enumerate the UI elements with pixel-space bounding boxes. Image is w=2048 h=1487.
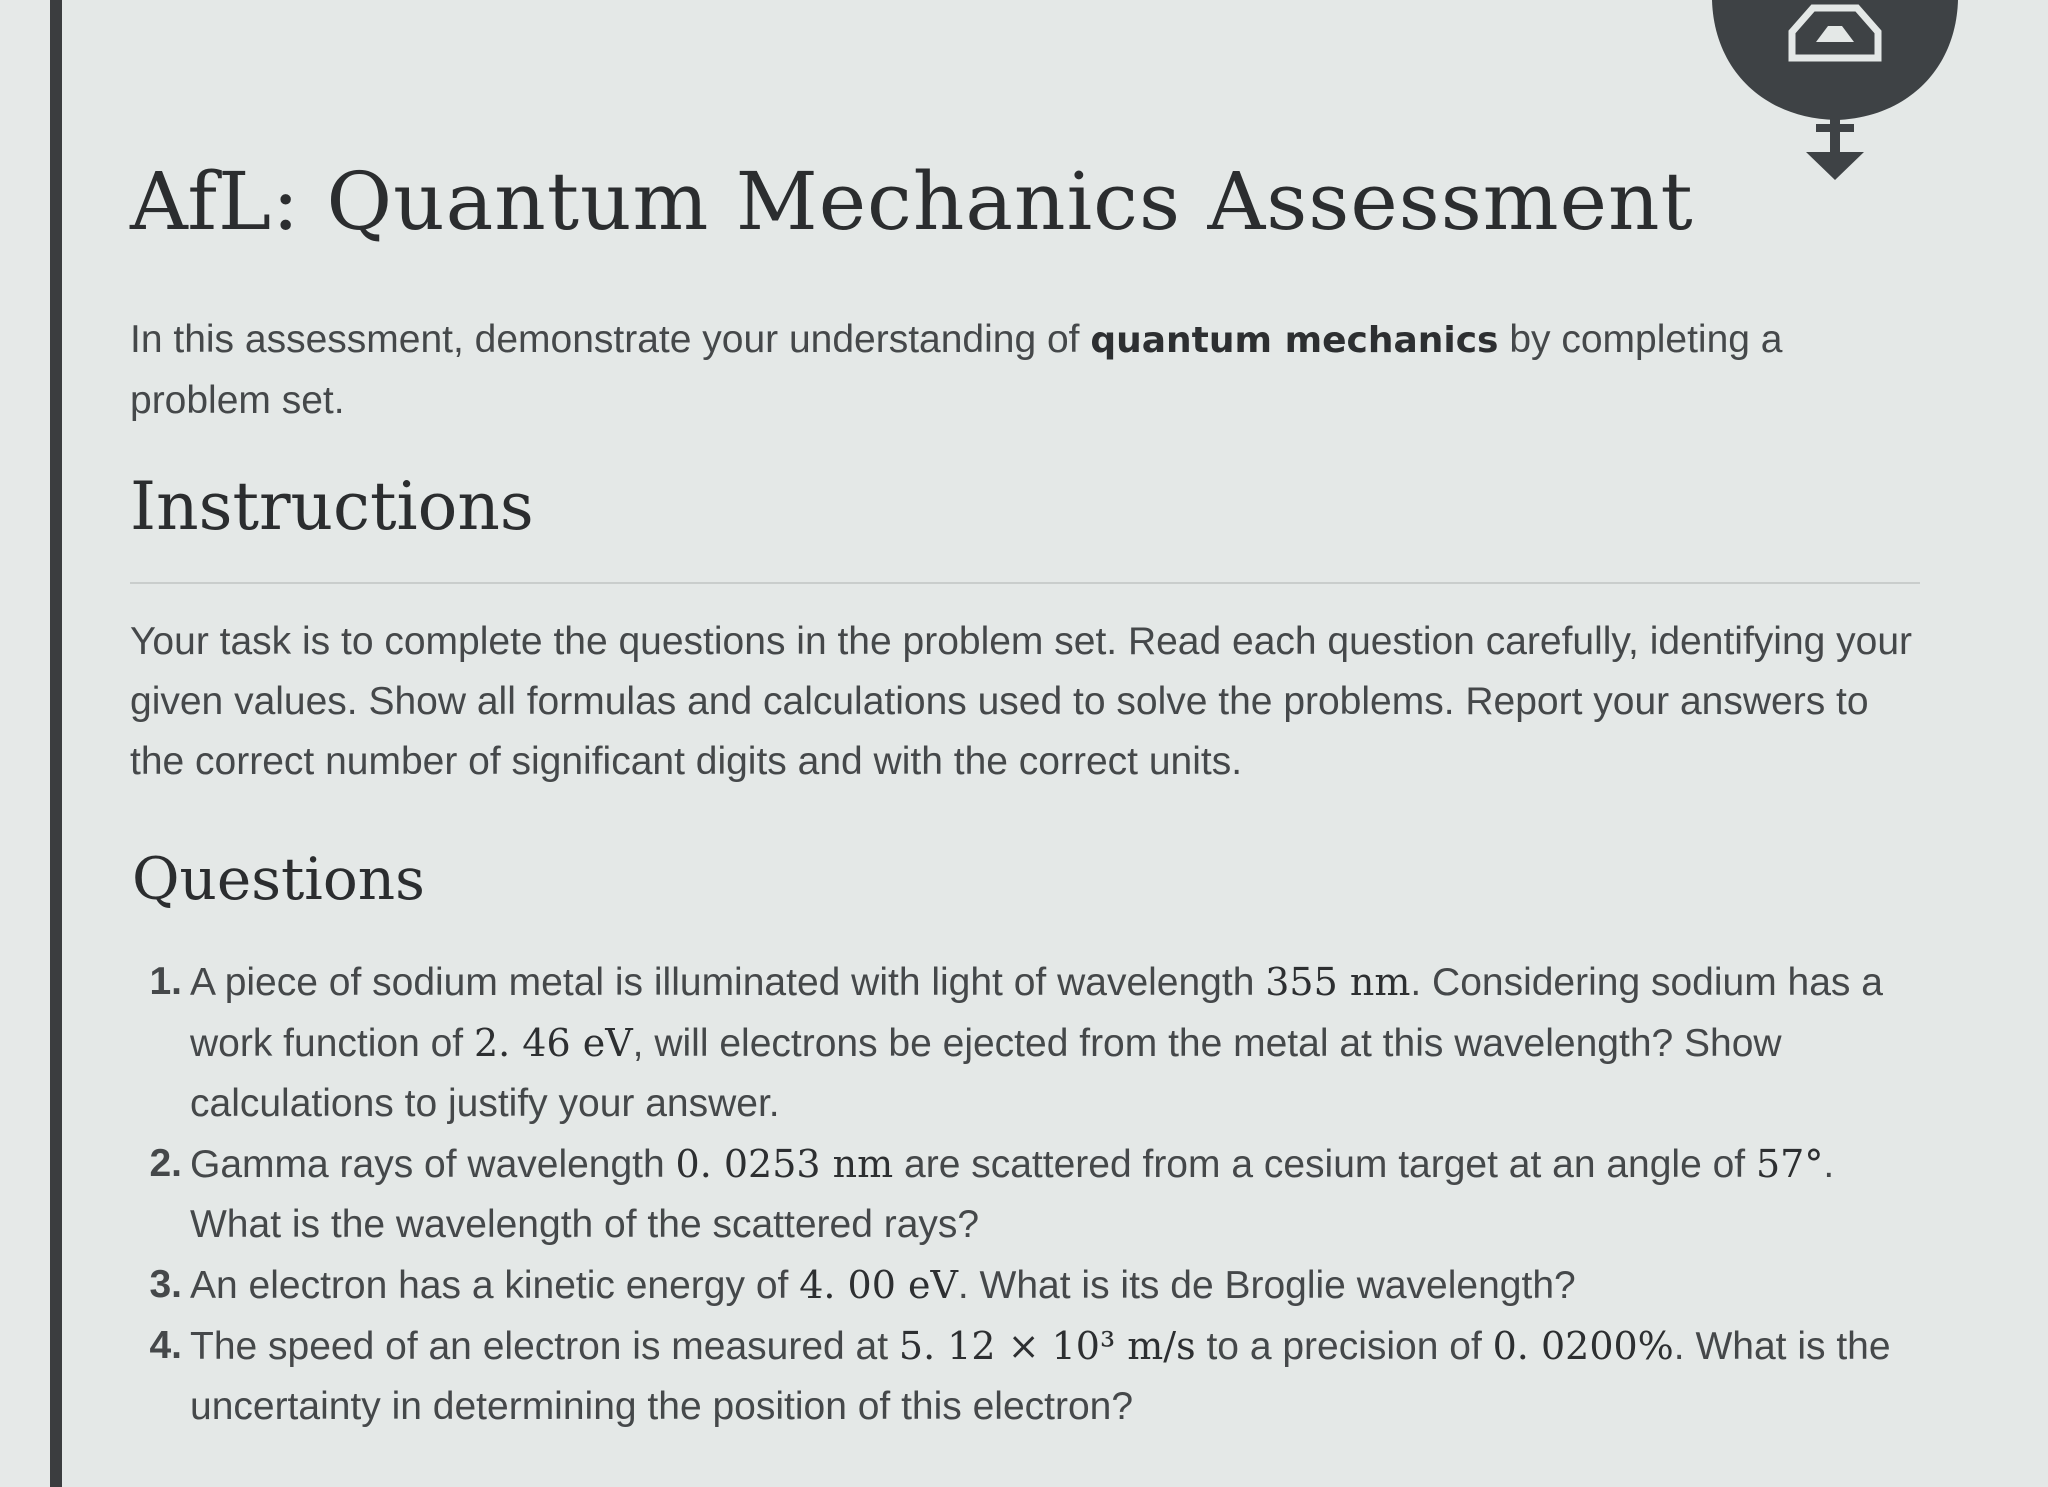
instructions-heading: Instructions: [130, 468, 534, 545]
question-text: . What is its de Broglie wavelength?: [957, 1264, 1576, 1307]
math-value: 2. 46 eV: [473, 1021, 633, 1065]
math-value: 5. 12 × 10³ m/s: [898, 1324, 1196, 1368]
window-edge: [50, 0, 62, 1487]
intro-text-end: by completing a problem set.: [130, 318, 1783, 422]
math-value: 57°: [1755, 1142, 1824, 1186]
question-number: 3.: [149, 1263, 182, 1306]
question-item-4: [149, 1316, 1910, 1437]
math-value: 0. 0200%: [1492, 1324, 1674, 1368]
question-text: . What is the uncertainty in determining the position of this electron?: [190, 1325, 1891, 1428]
question-item-1: [149, 952, 1910, 1134]
question-number: 2.: [149, 1142, 182, 1185]
question-text: The speed of an electron is measured at: [190, 1325, 899, 1368]
question-text: are scattered from a cesium target at an angle of: [893, 1143, 1756, 1186]
left-gutter: [0, 0, 50, 1487]
question-text: to a precision of: [1195, 1325, 1493, 1368]
section-divider: [130, 582, 1920, 584]
math-value: 4. 00 eV: [799, 1263, 958, 1307]
question-text: , will electrons be ejected from the metal at this wavelength? Show calculations to justify your answer.: [190, 1022, 1782, 1125]
question-text: A piece of sodium metal is illuminated with light of wavelength: [190, 961, 1266, 1004]
question-text: . Considering sodium has a work function of: [190, 961, 1883, 1065]
page-title: AfL: Quantum Mechanics Assessment: [130, 155, 1694, 248]
download-badge-icon: [1710, 0, 1960, 190]
question-list: [149, 952, 1910, 1437]
intro-bold-topic: quantum mechanics: [1090, 320, 1499, 361]
question-item-2: [149, 1134, 1910, 1255]
math-value: 355 nm: [1265, 960, 1411, 1004]
question-text: . What is the wavelength of the scattered rays?: [190, 1143, 1835, 1246]
question-text: An electron has a kinetic energy of: [190, 1264, 800, 1307]
questions-heading: Questions: [132, 845, 425, 913]
question-number: 4.: [149, 1324, 182, 1367]
question-text: Gamma rays of wavelength: [190, 1143, 676, 1186]
question-number: 1.: [149, 960, 182, 1003]
intro-paragraph: [130, 310, 1820, 431]
math-value: 0. 0253 nm: [675, 1142, 894, 1186]
instructions-body: Your task is to complete the questions in the problem set. Read each question carefully, identifying your given values. Show all formulas and calculations used to solve the problems. Report your answers to the correct number of significant digits and with the correct units.: [130, 620, 1913, 783]
question-item-3: [149, 1255, 1910, 1316]
intro-text-start: In this assessment, demonstrate your understanding of: [130, 318, 1091, 361]
